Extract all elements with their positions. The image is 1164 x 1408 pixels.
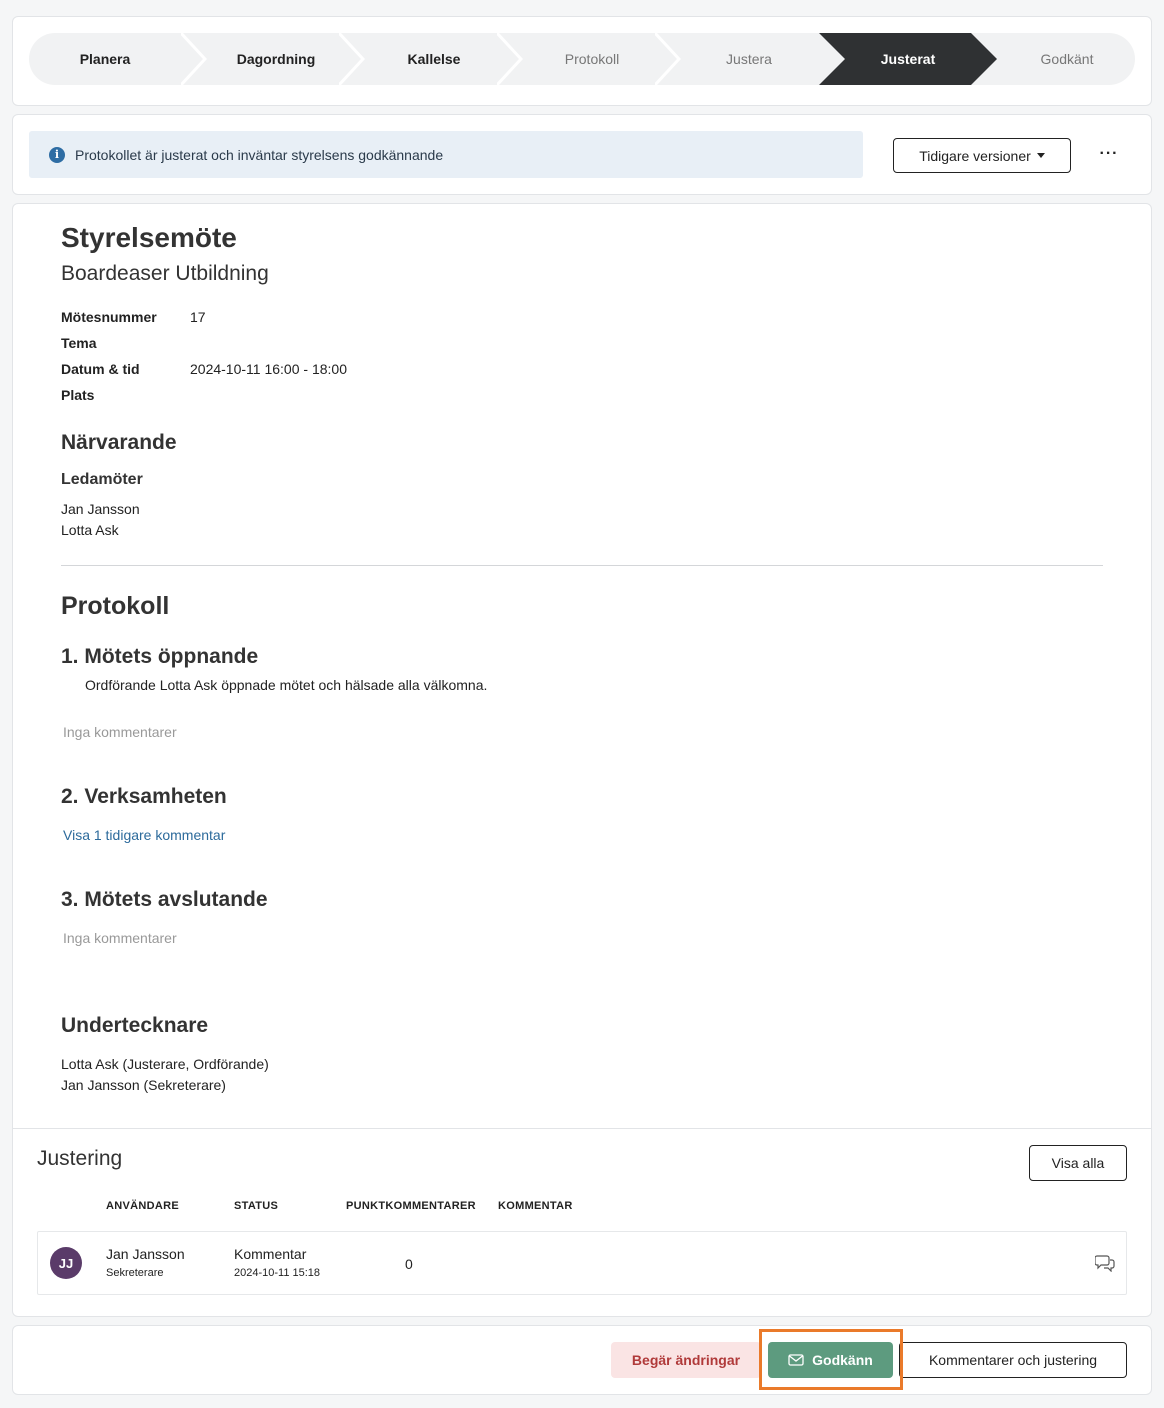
step-dagordning[interactable]: Dagordning [236, 51, 316, 67]
status-text: Kommentar [234, 1246, 307, 1262]
no-comments-text: Inga kommentarer [63, 724, 177, 740]
envelope-icon [788, 1354, 804, 1366]
attendee-name: Jan Jansson [61, 501, 140, 517]
point-comments-count: 0 [405, 1256, 413, 1272]
step-justerat[interactable]: Justerat [880, 51, 936, 67]
step-justera[interactable]: Justera [726, 51, 772, 67]
step-planera[interactable]: Planera [79, 51, 131, 67]
workflow-stepper-card [12, 16, 1152, 106]
column-header-status: STATUS [234, 1200, 279, 1212]
attendees-group: Ledamöter [61, 471, 143, 488]
agenda-item-title: 3. Mötets avslutande [61, 888, 268, 911]
step-protokoll[interactable]: Protokoll [564, 51, 620, 67]
signer: Jan Jansson (Sekreterare) [61, 1077, 226, 1093]
action-footer [12, 1325, 1152, 1395]
meeting-number-label: Mötesnummer [61, 309, 157, 325]
user-name: Jan Jansson [106, 1246, 185, 1262]
ellipsis-icon[interactable]: ··· [1099, 145, 1119, 162]
step-godkant[interactable]: Godkänt [1040, 51, 1094, 67]
table-row [37, 1231, 1127, 1295]
previous-versions-button[interactable] [893, 138, 1071, 173]
comments-and-adjustment-button[interactable]: Kommentarer och justering [899, 1342, 1127, 1378]
agenda-item-title: 2. Verksamheten [61, 785, 227, 808]
meeting-number-value: 17 [190, 309, 206, 325]
protocol-heading: Protokoll [61, 592, 170, 620]
step-kallelse[interactable]: Kallelse [407, 51, 461, 67]
page-title: Styrelsemöte [61, 222, 237, 253]
datetime-label: Datum & tid [61, 361, 140, 377]
user-role: Sekreterare [106, 1267, 164, 1279]
avatar: JJ [50, 1247, 82, 1279]
justering-heading: Justering [37, 1147, 123, 1170]
signer: Lotta Ask (Justerare, Ordförande) [61, 1056, 269, 1072]
workflow-stepper [29, 33, 1135, 85]
column-header-comment: KOMMENTAR [498, 1200, 573, 1212]
column-header-point-comments: PUNKTKOMMENTARER [346, 1200, 476, 1212]
organization-name: Boardeaser Utbildning [61, 262, 269, 285]
agenda-item-text: Ordförande Lotta Ask öppnade mötet och hälsade alla välkomna. [85, 677, 488, 693]
previous-versions-label: Tidigare versioner [919, 147, 1031, 164]
show-previous-comment-link[interactable]: Visa 1 tidigare kommentar [63, 827, 226, 843]
theme-label: Tema [61, 335, 97, 351]
protocol-document-card [12, 203, 1152, 1317]
info-banner [29, 131, 863, 178]
approve-label: Godkänn [812, 1352, 873, 1368]
chat-bubbles-icon[interactable] [1095, 1254, 1115, 1272]
signers-heading: Undertecknare [61, 1014, 209, 1037]
datetime-value: 2024-10-11 16:00 - 18:00 [190, 361, 347, 377]
attendee-name: Lotta Ask [61, 522, 119, 538]
status-timestamp: 2024-10-11 15:18 [234, 1267, 321, 1279]
section-divider [13, 1128, 1151, 1129]
caret-down-icon [1037, 153, 1045, 158]
column-header-user: ANVÄNDARE [106, 1200, 179, 1212]
divider [61, 565, 1103, 566]
info-icon: i [49, 147, 65, 163]
no-comments-text: Inga kommentarer [63, 930, 177, 946]
show-all-button[interactable]: Visa alla [1029, 1145, 1127, 1181]
status-card [12, 114, 1152, 195]
approve-button[interactable] [768, 1342, 893, 1378]
request-changes-button[interactable]: Begär ändringar [611, 1342, 761, 1378]
place-label: Plats [61, 387, 95, 403]
agenda-item-title: 1. Mötets öppnande [61, 645, 259, 668]
attendees-heading: Närvarande [61, 431, 177, 454]
info-message: Protokollet är justerat och inväntar styrelsens godkännande [75, 146, 444, 163]
